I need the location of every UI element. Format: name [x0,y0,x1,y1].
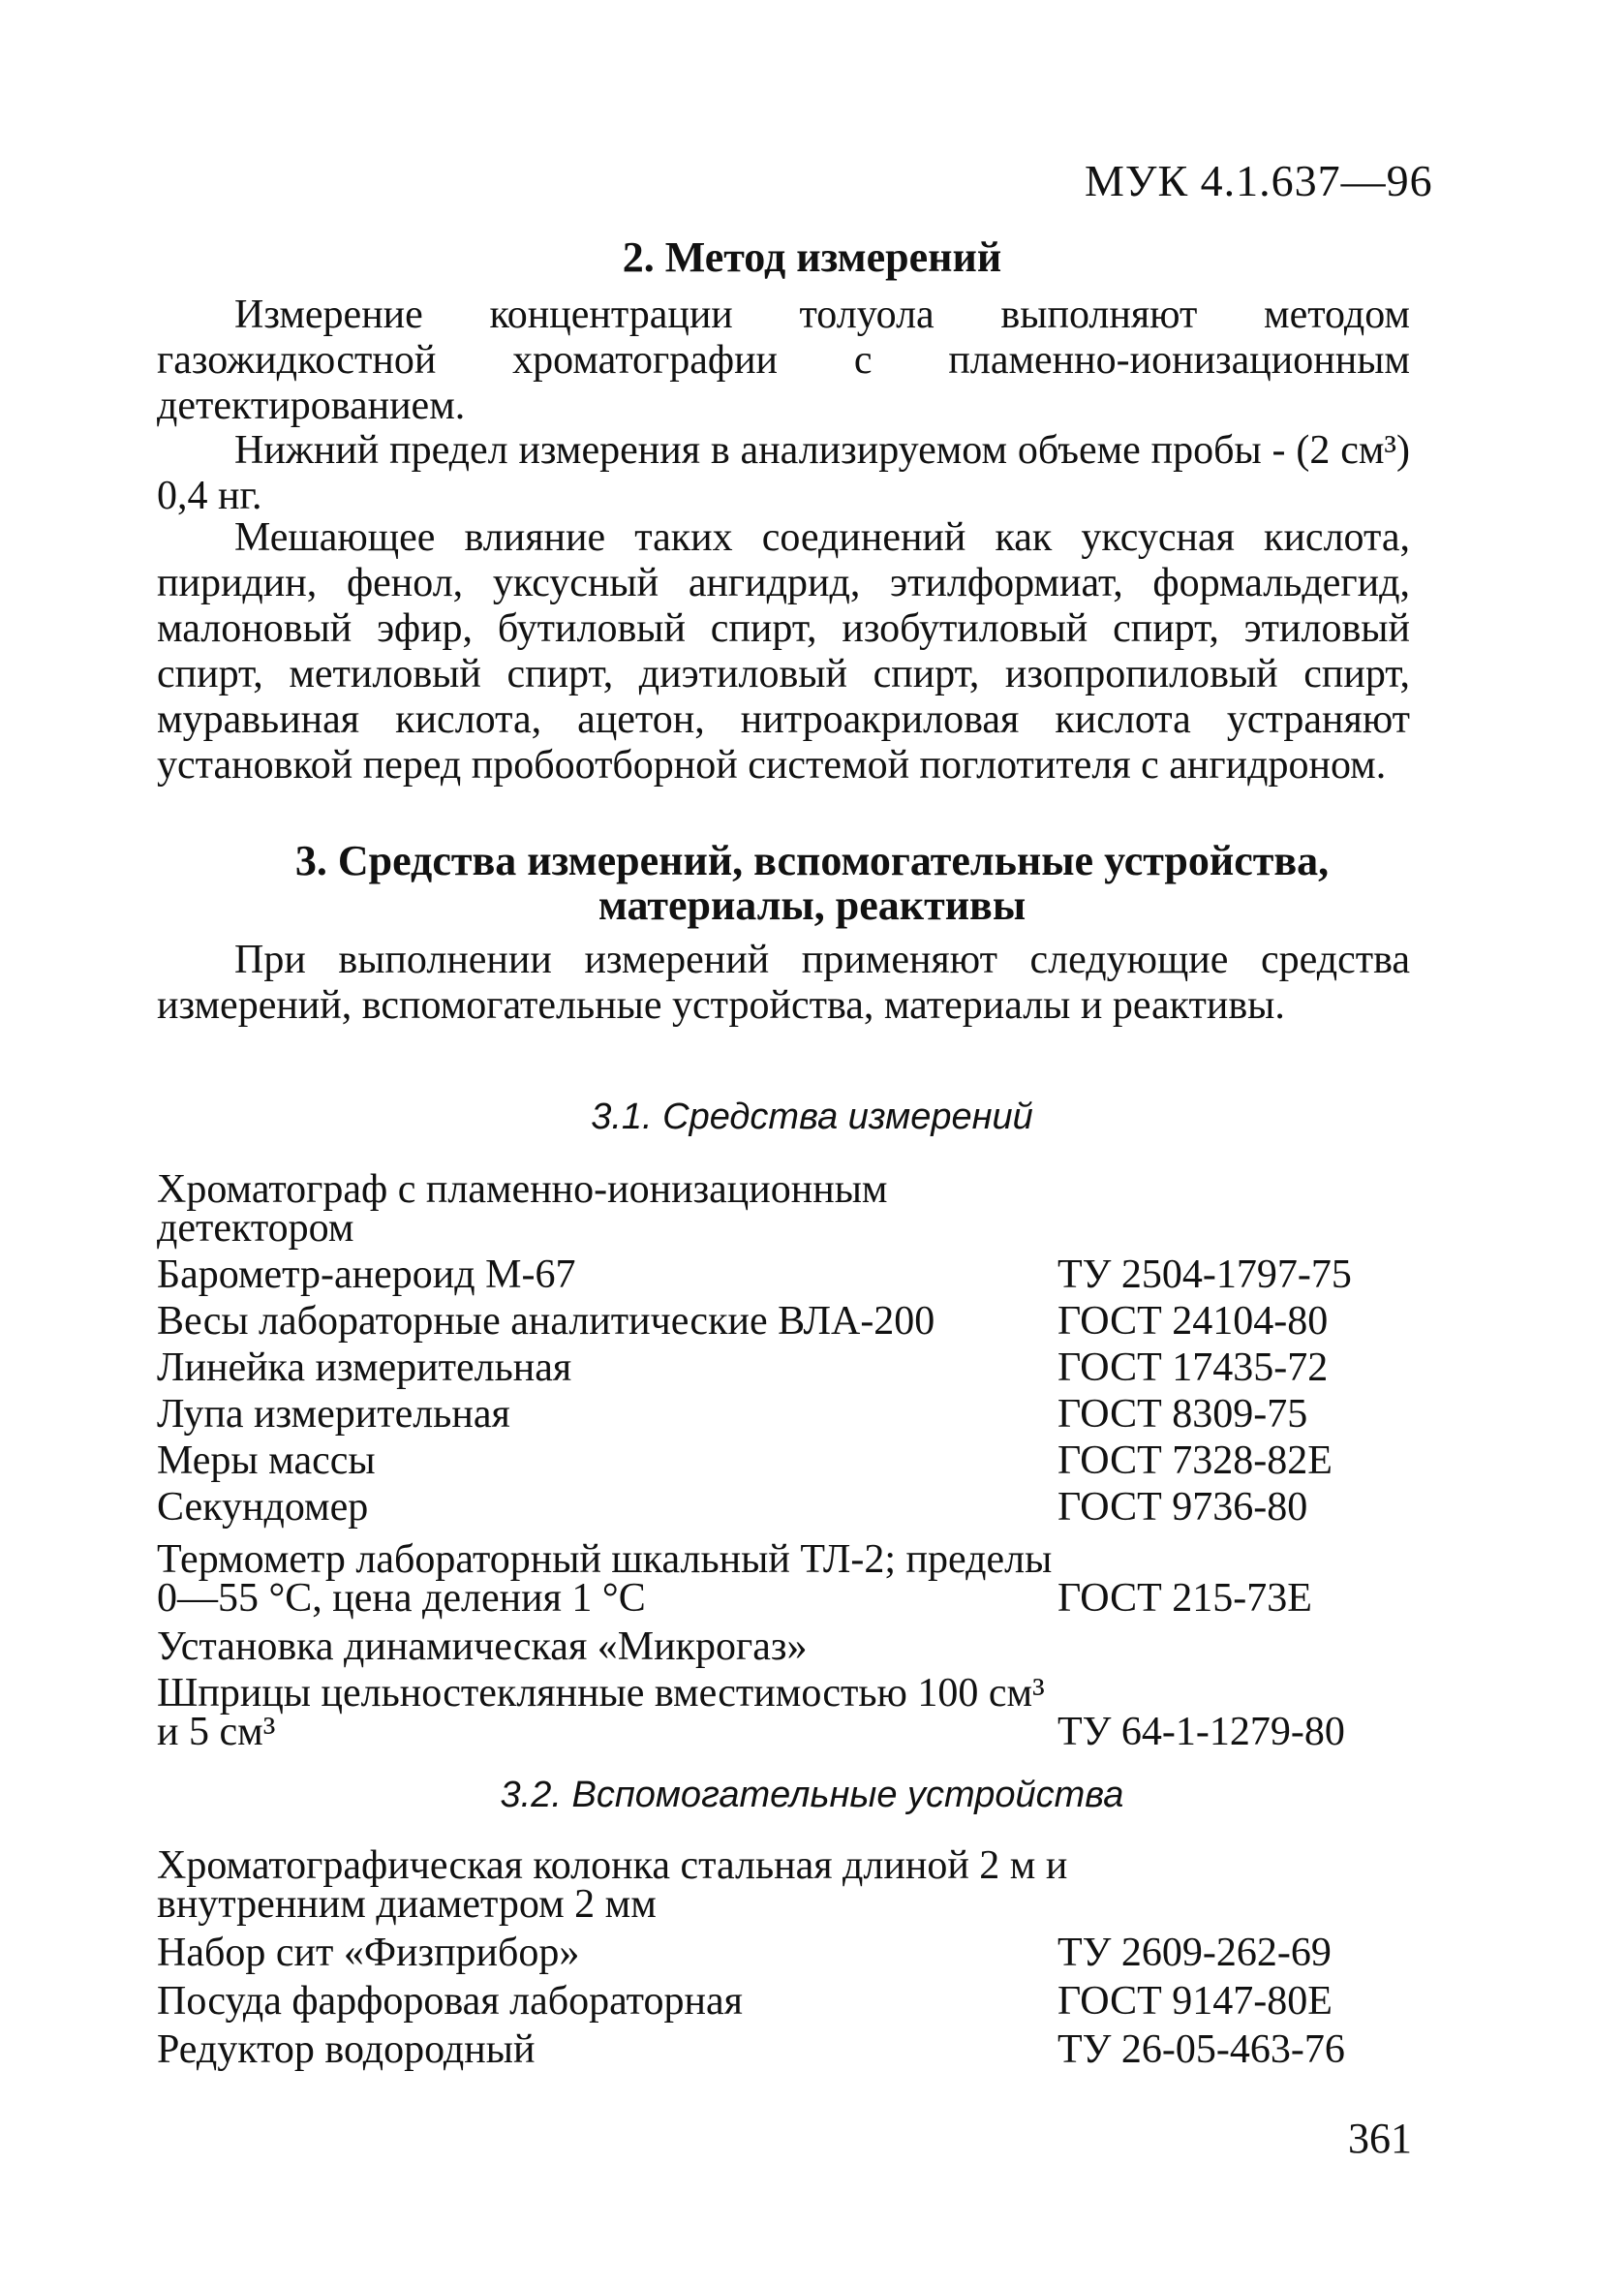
list-item: Барометр-анероид М-67 ТУ 2504-1797-75 [157,1252,1352,1297]
list-item: Термометр лабораторный шкальный ТЛ-2; пределы 0—55 °С, цена деления 1 °С ГОСТ 215-73Е [157,1537,1312,1621]
subsection-3-1-title: 3.1. Средства измерений [591,1097,1033,1137]
list-item: Установка динамическая «Микрогаз» [157,1624,808,1669]
section-3-title [0,839,1624,928]
subsection-3-2-title: 3.2. Вспомогательные устройства [500,1775,1124,1815]
section-3-intro: При выполнении измерений применяют следующие средства измерений, вспомогательные устройства, материалы и реактивы. [157,938,1410,1028]
list-item: Хроматографическая колонка стальная длиной 2 м и внутренним диаметром 2 мм [157,1843,1068,1927]
document-code: МУК 4.1.637—96 [1085,156,1433,205]
section-2-title: 2. Метод измерений [622,233,1002,281]
list-item: Лупа измерительная ГОСТ 8309-75 [157,1392,1308,1437]
measurement-instruments-list [157,1167,1416,1754]
list-item: Шприцы цельностеклянные вместимостью 100 см³ и 5 см³ ТУ 64-1-1279-80 [157,1671,1345,1754]
list-item: Линейка измерительная ГОСТ 17435-72 [157,1345,1329,1390]
section-2-paragraph-3: Мешающее влияние таких соединений как уксусная кислота, пиридин, фенол, уксусный ангидрид, этилформиат, формальдегид, малоновый эфир, бутиловый спирт, изобутиловый спирт, этиловый спирт, метиловый спирт, диэтиловый спирт, изопропиловый спирт, муравьиная кислота, ацетон, нитроакриловая кислота устраняют установкой перед пробоотборной системой поглотителя с ангидроном. [157,515,1410,788]
section-3-title-line-2: материалы, реактивы [598,881,1026,929]
section-2-paragraph-1: Измерение концентрации толуола выполняют методом газожидкостной хроматографии с пламенно-ионизационным детектированием. [157,293,1410,428]
section-3-title-line-1: 3. Средства измерений, вспомогательные устройства, [294,837,1330,884]
list-item: Набор сит «Физприбор» ТУ 2609-262-69 [157,1931,1332,1975]
list-item: Секундомер ГОСТ 9736-80 [157,1485,1308,1530]
page-number: 361 [1348,2115,1412,2162]
auxiliary-devices-list [157,1840,1416,2072]
list-item: Хроматограф с пламенно-ионизационным детектором [157,1167,888,1251]
list-item: Редуктор водородный ТУ 26-05-463-76 [157,2027,1345,2072]
section-2-paragraph-2: Нижний предел измерения в анализируемом объеме пробы - (2 см³) 0,4 нг. [157,428,1410,518]
list-item: Посуда фарфоровая лабораторная ГОСТ 9147-80Е [157,1979,1333,2024]
list-item: Меры массы ГОСТ 7328-82Е [157,1438,1333,1483]
list-item: Весы лабораторные аналитические ВЛА-200 ГОСТ 24104-80 [157,1299,1329,1344]
